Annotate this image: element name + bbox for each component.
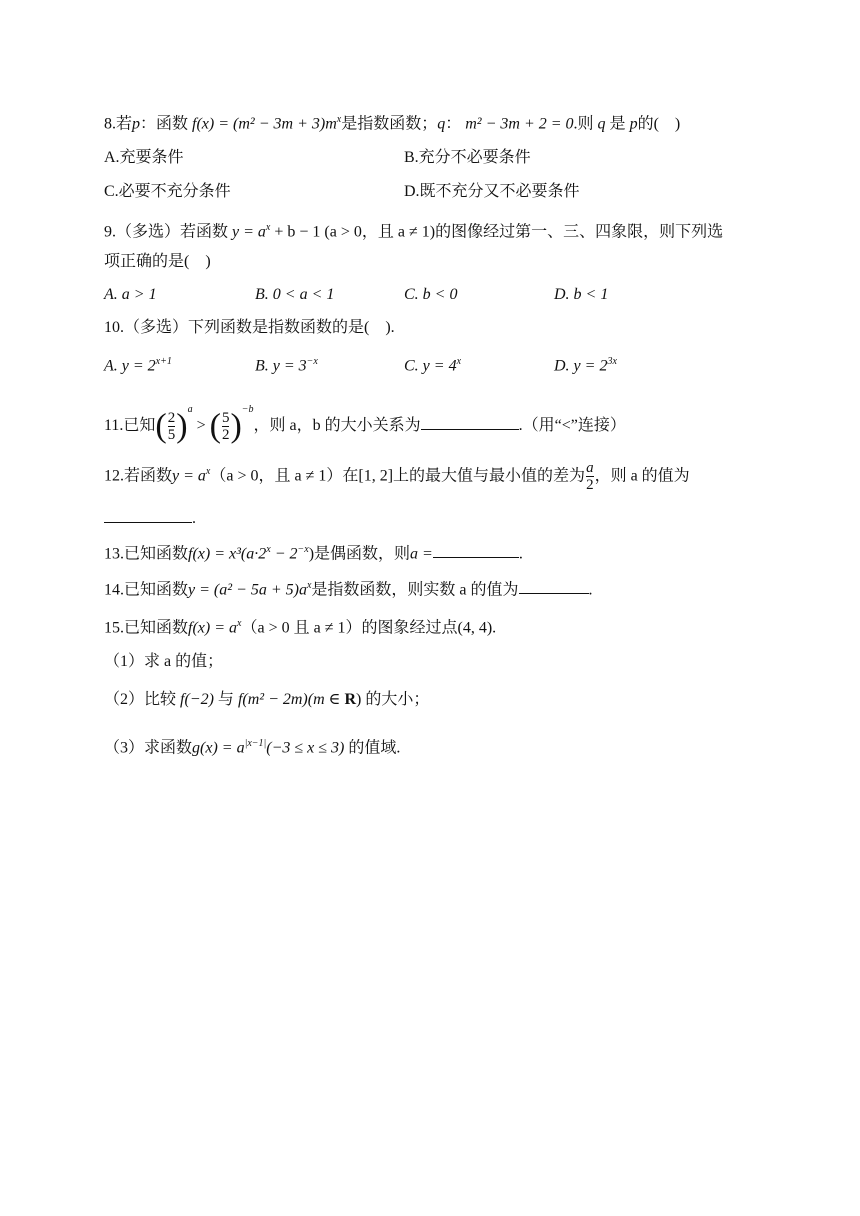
q15-exponent: x [237,618,242,629]
q11-gt: > [196,417,206,434]
q11-frac1-den: 5 [167,426,176,443]
q13-answer-label: a = [410,545,433,563]
question-15 [104,614,496,638]
q15-sub-1: （1）求 a 的值； [104,653,224,670]
q10-option-a [104,352,172,376]
q15-sub3-prefix: （3）求函数 [104,739,193,757]
q9-option-c: C. b < 0 [404,286,458,303]
q15-sub2-f1: f(−2) [180,691,214,708]
q11-paren-close: ) [176,407,188,445]
q12-text2: ，则 a 的值为 [594,467,690,485]
q15-sub2-prefix: （2）比较 [104,691,177,708]
q9-text-tail: + b − 1 (a > 0，且 a ≠ 1)的图像经过第一、三、四象限，则下列选 [270,223,724,241]
q10-option-b-base: B. y = 3 [255,357,307,375]
q8-option-d: D.既不充分又不必要条件 [404,183,580,200]
q9-exponent: x [265,222,271,233]
q11-frac2-num: 5 [221,409,230,426]
q15-sub-2 [104,690,429,710]
q10-option-d [554,352,617,376]
q10-option-a-base: A. y = 2 [104,357,156,375]
q8-option-b: B.充分不必要条件 [404,149,531,166]
q11-paren-open: ( [155,407,167,445]
q13-minus: − 2 [270,545,298,563]
question-12-line2 [104,508,196,529]
q15-sub3-text: 的值域. [348,739,401,757]
q12-interval: [1, 2] [358,467,394,485]
question-10: 10.（多选）下列函数是指数函数的是( ). [104,319,395,336]
q10-option-b [255,352,318,376]
q14-prefix: 14.已知函数 [104,581,189,599]
q15-sub2-text: 的大小； [365,691,430,708]
q10-option-c-exp: x [456,356,462,367]
q9-option-a: A. a > 1 [104,286,157,303]
q9-option-b: B. 0 < a < 1 [255,286,335,303]
q12-answer-blank[interactable] [104,508,192,523]
q8-q-ref: q [597,115,606,133]
q14-answer-blank[interactable] [519,579,589,594]
q13-text: 是偶函数，则 [314,545,411,563]
q15-point: (4, 4) [457,619,493,637]
question-11 [104,390,626,446]
q14-tail: . [588,581,593,599]
q8-q: q [437,115,446,133]
q11-prefix: 11.已知 [104,417,156,434]
q8-colon: ： [445,115,462,133]
q10-option-d-exp: 3x [607,356,617,367]
q8-p: p [132,115,141,133]
q10-option-a-exp: x+1 [155,356,172,367]
q12-exponent: x [205,466,211,477]
q10-option-b-exp: −x [306,356,318,367]
q11-paren-close2: ) [230,407,242,445]
q15-condition: （a > 0 且 a ≠ 1）的图象经过点 [241,619,458,637]
question-14 [104,576,593,600]
q12-prefix: 12.若函数 [104,467,173,485]
q15-function: f(x) = a [188,619,238,637]
q10-option-c-base: C. y = 4 [404,357,457,375]
q8-prefix: 8.若 [104,115,133,133]
q9-option-d: D. b < 1 [554,286,609,303]
q15-sub2-close: ) [356,691,362,708]
q12-tail: . [192,510,196,527]
q12-frac-den: 2 [586,477,594,494]
q14-function: y = (a² − 5a + 5)a [188,581,307,599]
q12-text: 上的最大值与最小值的差为 [393,467,586,485]
q14-exponent: x [306,580,312,591]
q15-sub2-f2: f(m² − 2m)(m ∈ [237,691,345,708]
q13-answer-blank[interactable] [433,543,519,558]
q15-tail: . [492,619,497,637]
question-9 [104,218,723,242]
q8-then: .则 [573,115,594,133]
q12-function: y = a [172,467,206,485]
q15-sub2-and: 与 [217,691,234,708]
q8-text2: 是指数函数； [341,115,438,133]
q15-sub2-real-set: R [344,691,357,708]
q8-end: 的( ) [637,115,681,133]
q13-exp2: −x [297,544,309,555]
q15-sub-3 [104,734,400,758]
q9-text: 9.（多选）若函数 [104,223,229,241]
q11-answer-blank[interactable] [421,415,519,430]
q11-frac2-den: 2 [221,426,230,443]
q14-text: 是指数函数，则实数 a 的值为 [311,581,519,599]
q8-p-ref: p [629,115,638,133]
q8-text: ：函数 [140,115,189,133]
q8-expression: (m² − 3m + 3)m [233,115,337,133]
q9-function: y = a [232,223,266,241]
q11-fraction-1 [168,410,176,443]
q11-exp2: −b [241,404,254,415]
question-13 [104,540,523,564]
q13-tail: . [518,545,523,563]
q11-frac1-num: 2 [167,409,176,426]
q11-text: ，则 a，b 的大小关系为 [253,417,421,434]
q11-fraction-2 [222,410,230,443]
q10-option-d-base: D. y = 2 [554,357,608,375]
q11-paren-open2: ( [209,407,221,445]
q8-fx: f(x) = [192,115,234,133]
q8-option-a: A.充要条件 [104,149,184,166]
q8-option-c: C.必要不充分条件 [104,183,231,200]
q11-exp1: a [187,404,193,415]
q10-option-c [404,352,461,376]
q15-sub3-domain: (−3 ≤ x ≤ 3) [266,739,345,757]
q12-fraction [586,460,594,493]
q15-sub3-function: g(x) = a [192,739,245,757]
q13-exp1: x [266,544,271,555]
q8-is: 是 [609,115,626,133]
q15-prefix: 15.已知函数 [104,619,189,637]
question-9-line2: 项正确的是( ) [104,253,211,270]
q15-sub3-exponent: |x−1| [244,738,267,749]
q12-frac-num: a [586,460,594,477]
question-12 [104,452,690,496]
question-8 [104,110,680,134]
q12-condition: （a > 0，且 a ≠ 1）在 [210,467,359,485]
q11-tail: .（用“<”连接） [518,417,626,434]
q13-prefix: 13.已知函数 [104,545,189,563]
q13-function: f(x) = x³(a·2 [188,545,267,563]
q13-close: ) [308,545,315,563]
q8-equation: m² − 3m + 2 = 0 [465,115,574,133]
q8-exponent: x [336,114,342,125]
